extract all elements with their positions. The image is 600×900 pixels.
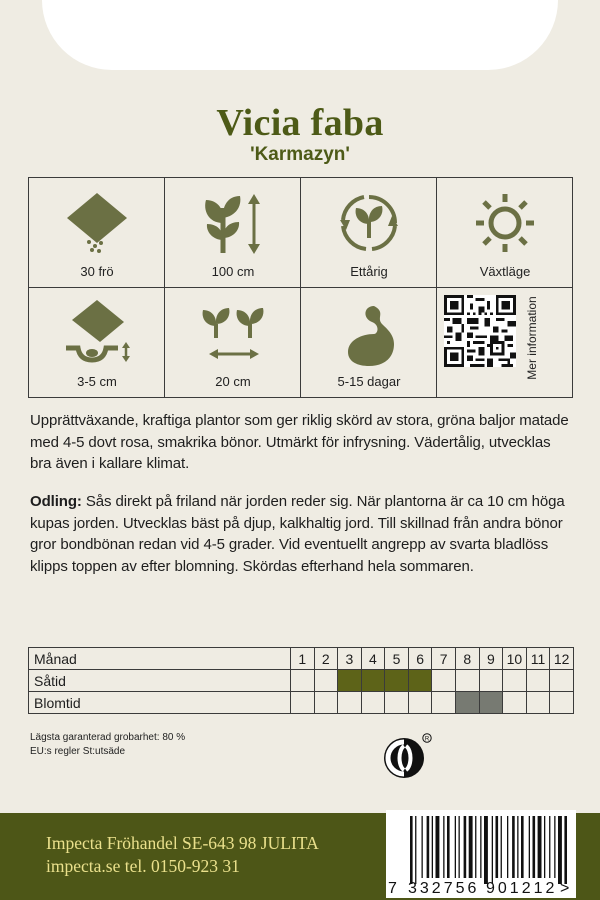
cultivation-body: Sås direkt på friland när jorden reder sig. När plantorna är ca 10 cm höga kupas jorden. Utvecklas bäst på djup, kalkhaltig jord. Till skillnad från andra bönor gror bondbönan redan vid 4-5 grader. Vid eventuellt angrepp av svarta bladlöss klipps toppen av efter blomning. Skördas efterhand hela sommaren. (30, 493, 565, 575)
sowing-depth-icon (62, 298, 132, 370)
flowering-month-cell (408, 692, 432, 714)
germination-icon (334, 298, 404, 368)
sowing-month-cell (361, 670, 385, 692)
calendar-header-label: Månad (29, 648, 291, 670)
calendar-header-row (29, 648, 574, 670)
annual-cycle-icon (334, 188, 404, 258)
month-5: 5 (385, 648, 409, 670)
position-cell (437, 178, 573, 288)
seed-count-cell (29, 178, 165, 288)
barcode-bar (475, 816, 476, 878)
month-12: 12 (550, 648, 574, 670)
barcode-bar (496, 816, 499, 878)
barcode-first-digit: 7 (388, 880, 397, 897)
barcode-bar (455, 816, 456, 878)
growing-info-grid (28, 177, 573, 398)
barcode-bar (422, 816, 423, 878)
green-dot-recycle-icon (380, 732, 432, 780)
sowing-month-cell (479, 670, 503, 692)
germination-label: 5-15 dagar (337, 374, 401, 389)
barcode-bar (436, 816, 440, 878)
barcode-group-left: 332756 (408, 880, 480, 897)
barcode-bar (507, 816, 508, 878)
sowing-month-cell (526, 670, 550, 692)
sowing-month-cell (550, 670, 574, 692)
position-label: Växtläge (479, 264, 531, 279)
sun-icon (470, 188, 540, 258)
annual-cell (301, 178, 437, 288)
sowing-month-cell (314, 670, 338, 692)
company-contact: impecta.se tel. 0150-923 31 (46, 856, 240, 876)
month-1: 1 (290, 648, 314, 670)
barcode-bar (533, 816, 536, 878)
barcode-bars (386, 810, 576, 884)
flowering-month-cell (550, 692, 574, 714)
barcode-bar (558, 816, 562, 884)
sowing-depth-cell (29, 288, 165, 398)
barcode-bar (484, 816, 488, 884)
barcode-bar (443, 816, 444, 878)
plant-spacing-icon (198, 298, 270, 368)
barcode-bar (427, 816, 430, 878)
barcode-bar (492, 816, 493, 884)
regulation-note: EU:s regler St:utsäde (30, 746, 126, 757)
sowing-time-label: Såtid (29, 670, 291, 692)
plant-spacing-cell (165, 288, 301, 398)
barcode-bar (529, 816, 530, 878)
sowing-month-cell (385, 670, 409, 692)
flowering-month-cell (455, 692, 479, 714)
month-11: 11 (526, 648, 550, 670)
flowering-month-cell (314, 692, 338, 714)
plant-height-cell (165, 178, 301, 288)
more-info-label-box (519, 288, 545, 388)
barcode-bar (432, 816, 433, 878)
cultivation-text (30, 491, 575, 577)
flowering-month-cell (361, 692, 385, 714)
barcode-bar (501, 816, 502, 878)
barcode-end-marker: > (560, 880, 570, 897)
barcode-bar (538, 816, 542, 878)
barcode-bar (410, 816, 413, 884)
barcode-bar (459, 816, 460, 878)
product-variety: 'Karmazyn' (250, 144, 350, 165)
sowing-depth-label: 3-5 cm (77, 374, 117, 389)
sowing-month-cell (290, 670, 314, 692)
hanging-cutout (42, 0, 558, 70)
seed-count-label: 30 frö (80, 264, 114, 279)
barcode-bar (549, 816, 550, 878)
annual-label: Ettårig (350, 264, 388, 279)
plant-spacing-label: 20 cm (215, 374, 251, 389)
cultivation-heading: Odling: (30, 493, 82, 510)
barcode-bar (544, 816, 545, 878)
flowering-month-cell (290, 692, 314, 714)
sowing-month-cell (432, 670, 456, 692)
barcode-bar (469, 816, 473, 878)
barcode-group-right: 901212 (486, 880, 558, 897)
barcode-bar (554, 816, 555, 878)
barcode-bar (564, 816, 567, 884)
seed-packet-icon (62, 188, 132, 258)
germination-cell (301, 288, 437, 398)
plant-height-label: 100 cm (211, 264, 255, 279)
sowing-month-cell (408, 670, 432, 692)
month-7: 7 (432, 648, 456, 670)
ean-barcode (386, 810, 576, 898)
sowing-month-cell (455, 670, 479, 692)
month-9: 9 (479, 648, 503, 670)
barcode-bar (415, 816, 416, 884)
flowering-month-cell (432, 692, 456, 714)
sowing-calendar (28, 647, 574, 714)
flowering-month-cell (479, 692, 503, 714)
month-3: 3 (338, 648, 362, 670)
month-6: 6 (408, 648, 432, 670)
description-text: Upprättväxande, kraftiga plantor som ger riklig skörd av stora, gröna baljor matade med 4-5 dovt rosa, smakrika bönor. Utmärkt för infrysning. Vädertålig, utvecklas bra även i kallare klimat. (30, 412, 569, 472)
barcode-bar (447, 816, 450, 878)
more-info-label: Mer information (525, 296, 539, 380)
month-4: 4 (361, 648, 385, 670)
month-8: 8 (455, 648, 479, 670)
sowing-month-cell (338, 670, 362, 692)
flowering-month-cell (385, 692, 409, 714)
flowering-month-cell (503, 692, 527, 714)
sowing-month-cell (503, 670, 527, 692)
flowering-month-cell (526, 692, 550, 714)
barcode-bar (512, 816, 515, 878)
flowering-time-row (29, 692, 574, 714)
flowering-month-cell (338, 692, 362, 714)
barcode-bar (517, 816, 518, 878)
sowing-time-row (29, 670, 574, 692)
barcode-bar (464, 816, 467, 878)
svg-text:R: R (424, 736, 430, 743)
barcode-bar (521, 816, 524, 878)
plant-height-icon (198, 188, 268, 258)
company-address: Impecta Fröhandel SE-643 98 JULITA (46, 833, 319, 853)
month-10: 10 (503, 648, 527, 670)
product-name: Vicia faba (216, 102, 384, 144)
qr-code-icon[interactable] (444, 295, 516, 385)
flowering-time-label: Blomtid (29, 692, 291, 714)
barcode-bar (480, 816, 481, 878)
month-2: 2 (314, 648, 338, 670)
germination-note: Lägsta garanterad grobarhet: 80 % (30, 732, 186, 743)
